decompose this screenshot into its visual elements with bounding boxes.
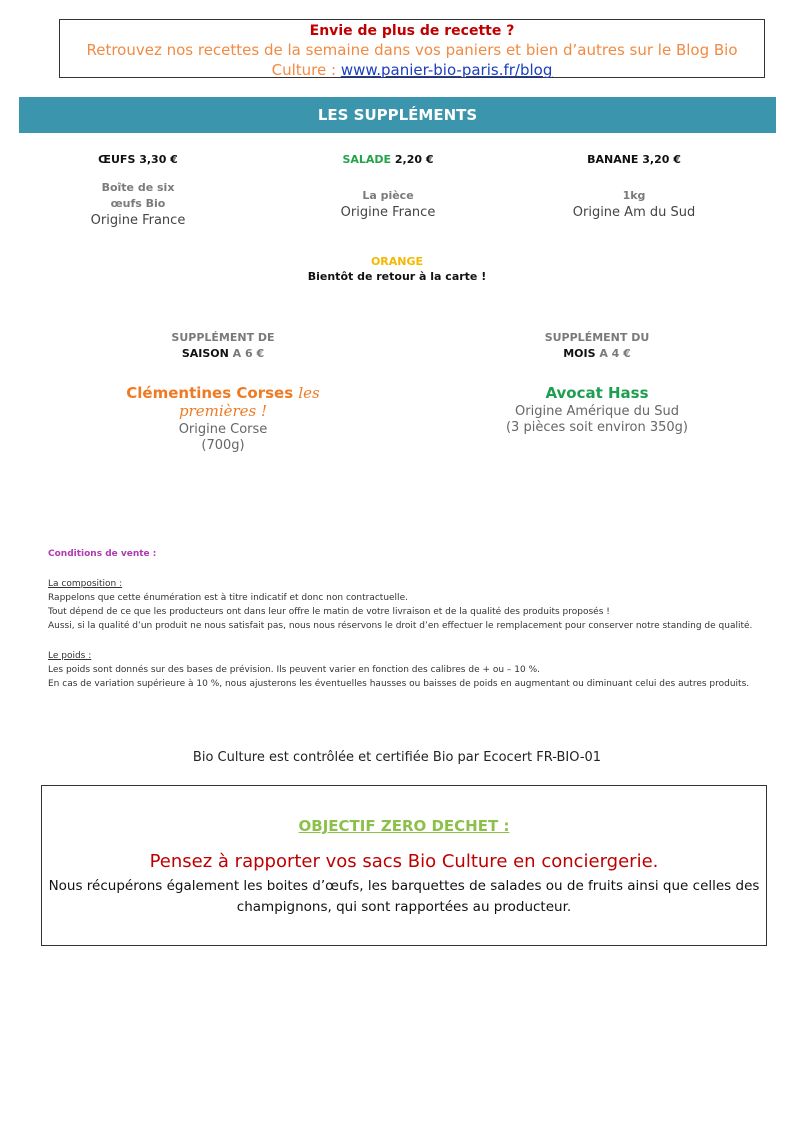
supplement-banana-heading	[559, 153, 709, 167]
promo-text-body: Retrouvez nos recettes de la semaine dans vos paniers et bien d’autres sur le Blog Bio Culture :	[86, 41, 738, 79]
orange-label: ORANGE	[370, 255, 424, 268]
season-product-tagline: les premières !	[178, 384, 320, 420]
conditions-title: Conditions de vente :	[48, 549, 157, 559]
composition-title: La composition :	[48, 579, 123, 589]
supplement-salad-price: 2,20 €	[391, 153, 434, 166]
orange-note: Bientôt de retour à la carte !	[307, 270, 487, 283]
supplement-banana-detail: 1kg	[622, 189, 646, 202]
month-product-title: Avocat Hass	[545, 384, 649, 402]
supplement-banana-price: 3,20 €	[638, 153, 681, 166]
supplement-banana-name: BANANE	[587, 153, 639, 166]
sales-conditions	[48, 547, 758, 691]
weight-line: En cas de variation supérieure à 10 %, nous ajusterons les éventuelles hausses ou baisses de poids en augmentant ou diminuant celui des autres produits.	[48, 679, 750, 689]
promo-title: Envie de plus de recette ?	[309, 23, 515, 39]
supplement-banana-origin: Origine Am du Sud	[572, 205, 696, 220]
season-heading-line2	[98, 346, 348, 362]
supplement-salad-origin: Origine France	[340, 205, 436, 220]
season-supplement	[98, 330, 348, 454]
season-heading-line1: SUPPLÉMENT DE	[171, 331, 275, 344]
month-product-weight: (3 pièces soit environ 350g)	[505, 420, 689, 435]
certification-text: Bio Culture est contrôlée et certifiée Bio par Ecocert FR-BIO-01	[192, 750, 602, 765]
weight-title: Le poids :	[48, 651, 92, 661]
month-heading-line2	[472, 346, 722, 362]
orange-notice	[0, 255, 794, 283]
zero-waste-main: Pensez à rapporter vos sacs Bio Culture en conciergerie.	[149, 851, 659, 872]
supplement-eggs-heading	[78, 153, 198, 167]
month-heading-price: A 4 €	[595, 347, 631, 360]
zero-waste-title: OBJECTIF ZERO DECHET :	[298, 817, 510, 835]
supplement-salad	[318, 153, 458, 221]
season-heading-word: SAISON	[181, 347, 229, 360]
month-heading-line1: SUPPLÉMENT DU	[544, 331, 650, 344]
month-product-origin: Origine Amérique du Sud	[515, 404, 679, 419]
season-heading	[98, 330, 348, 362]
weight-line: Les poids sont donnés sur des bases de prévision. Ils peuvent varier en fonction des calibres de + ou – 10 %.	[48, 665, 541, 675]
month-heading-word: MOIS	[563, 347, 596, 360]
season-heading-price: A 6 €	[228, 347, 265, 360]
supplement-salad-detail: La pièce	[362, 189, 414, 202]
season-product-name: Clémentines Corses	[126, 384, 299, 402]
blog-link[interactable]: www.panier-bio-paris.fr/blog	[340, 61, 553, 79]
promo-text	[60, 40, 764, 80]
month-supplement	[472, 330, 722, 436]
zero-waste-box	[41, 785, 767, 946]
season-product-title	[98, 384, 348, 420]
supplement-banana	[559, 153, 709, 221]
composition-line: Rappelons que cette énumération est à titre indicatif et donc non contractuelle.	[48, 593, 408, 603]
composition-line: Tout dépend de ce que les producteurs ont dans leur offre le matin de votre livraison et de la qualité des produits proposés !	[48, 607, 610, 617]
supplement-eggs-origin: Origine France	[90, 213, 186, 228]
season-product-origin: Origine Corse	[178, 422, 268, 437]
composition-line: Aussi, si la qualité d’un produit ne nous satisfait pas, nous nous réservons le droit d’en effectuer le remplacement pour conserver notre standing de qualité.	[48, 621, 753, 631]
supplement-eggs	[78, 153, 198, 229]
supplements-banner: LES SUPPLÉMENTS	[19, 97, 776, 133]
recipe-promo-box	[59, 19, 765, 78]
supplement-eggs-detail: Boîte de six œufs Bio	[101, 181, 175, 210]
supplement-eggs-price: 3,30 €	[135, 153, 178, 166]
supplement-salad-name: SALADE	[342, 153, 392, 166]
season-product-weight: (700g)	[201, 438, 245, 453]
supplement-salad-heading	[318, 153, 458, 167]
supplement-eggs-name: ŒUFS	[98, 153, 136, 166]
month-heading	[472, 330, 722, 362]
zero-waste-text: Nous récupérons également les boites d’œufs, les barquettes de salades ou de fruits ainsi que celles des champignons, qui sont rapportées au producteur.	[48, 878, 760, 915]
